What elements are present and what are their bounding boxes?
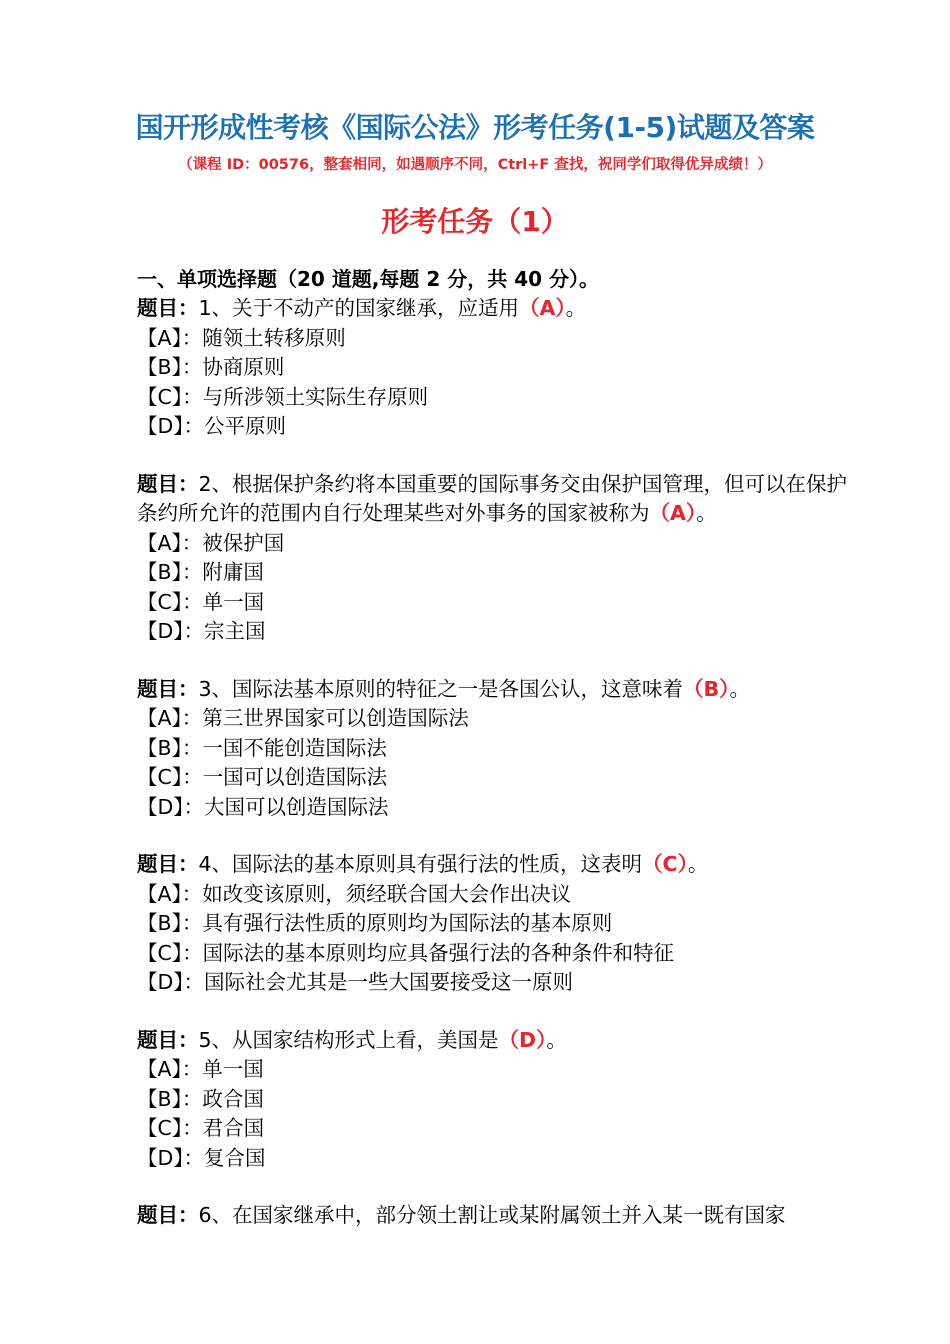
option-d: 【D】：国际社会尤其是一些大国要接受这一原则 (137, 970, 574, 994)
question-block (137, 850, 867, 998)
question-text (137, 675, 867, 705)
option-b: 【B】：政合国 (137, 1086, 264, 1111)
question-end-punct: 。 (696, 501, 717, 525)
option-c: 【C】：君合国 (137, 1116, 265, 1140)
option-d: 【D】：大国可以创造国际法 (137, 794, 389, 819)
question-text (137, 294, 867, 324)
option-a: 【A】：如改变该原则，须经联合国大会作出决议 (137, 881, 572, 906)
answer-key: （A） (519, 296, 566, 320)
task-heading: 形考任务（1） (381, 205, 569, 238)
option-a: 【A】：随领土转移原则 (137, 325, 346, 350)
answer-key: （C） (642, 852, 688, 876)
question-list (137, 264, 867, 1231)
question-label: 题目： (137, 852, 199, 876)
option-c: 【C】：国际法的基本原则均应具备强行法的各种条件和特征 (137, 940, 675, 965)
option-c: 【C】：单一国 (137, 589, 265, 614)
question-stem: 3、国际法基本原则的特征之一是各国公认，这意味着 (198, 676, 684, 701)
question-label: 题目： (137, 1027, 199, 1052)
question-block (137, 470, 867, 647)
option-c: 【C】：一国可以创造国际法 (137, 765, 388, 789)
question-end-punct: 。 (565, 296, 587, 320)
option-d: 【D】：宗主国 (137, 619, 266, 643)
answer-key: （B） (683, 676, 730, 701)
question-stem: 4、国际法的基本原则具有强行法的性质，这表明 (198, 852, 643, 876)
question-text (137, 470, 867, 529)
document-subtitle: （课程 ID：00576，整套相同，如遇顺序不同，Ctrl+F 查找，祝同学们取得优异成绩！） (178, 157, 772, 173)
option-b: 【B】：附庸国 (137, 560, 264, 584)
document-title: 国开形成性考核《国际公法》形考任务(1-5)试题及答案 (135, 111, 815, 144)
question-stem: 5、从国家结构形式上看，美国是 (198, 1027, 499, 1052)
question-end-punct: 。 (546, 1027, 567, 1052)
question-label: 题目： (137, 471, 199, 496)
option-b: 【B】：协商原则 (137, 355, 285, 379)
question-text (137, 1026, 867, 1056)
option-a: 【A】：第三世界国家可以创造国际法 (137, 706, 469, 730)
question-block (137, 675, 867, 823)
question-block (137, 1026, 867, 1174)
answer-key: （D） (498, 1027, 547, 1052)
question-stem: 6、在国家继承中，部分领土割让或某附属领土并入某一既有国家 (198, 1203, 786, 1227)
question-block (137, 1201, 867, 1231)
question-end-punct: 。 (687, 852, 709, 876)
option-c: 【C】：与所涉领土实际生存原则 (137, 384, 429, 409)
question-text (137, 1201, 867, 1231)
option-a: 【A】：单一国 (137, 1057, 264, 1081)
option-b: 【B】：一国不能创造国际法 (137, 735, 387, 760)
question-block (137, 294, 867, 442)
option-b: 【B】：具有强行法性质的原则均为国际法的基本原则 (137, 911, 613, 935)
question-stem: 1、关于不动产的国家继承，应适用 (198, 296, 520, 320)
question-label: 题目： (137, 676, 199, 701)
option-d: 【D】：公平原则 (137, 414, 287, 438)
section-heading: 一、单项选择题（20 道题,每题 2 分，共 40 分）。 (137, 267, 599, 291)
option-d: 【D】：复合国 (137, 1145, 266, 1170)
question-label: 题目： (137, 1203, 199, 1227)
question-end-punct: 。 (729, 676, 750, 701)
question-stem: 2、根据保护条约将本国重要的国际事务交由保护国管理，但可以在保护条约所允许的范围内自行处理某些对外事务的国家被称为 (137, 471, 848, 525)
option-a: 【A】：被保护国 (137, 530, 285, 555)
answer-key: （A） (649, 501, 697, 525)
question-label: 题目： (137, 296, 199, 320)
question-text (137, 850, 867, 880)
